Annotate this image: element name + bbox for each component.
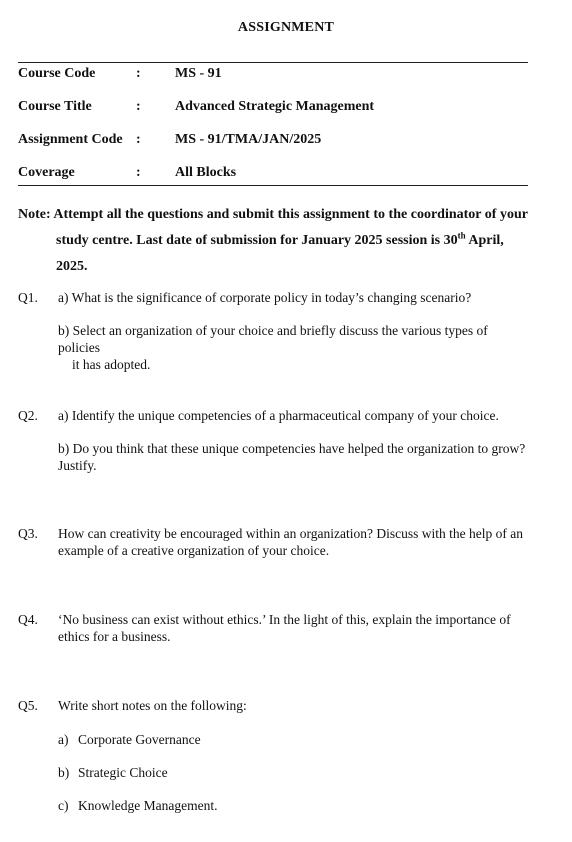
question-2-number: Q2. <box>18 408 38 423</box>
question-5-item-a-letter: a) <box>58 732 69 747</box>
assignment-code-colon: : <box>136 132 141 147</box>
note-line-2-date: April, 2025. <box>56 233 504 274</box>
question-1-number: Q1. <box>18 290 38 305</box>
note-ordinal-suffix: th <box>457 230 466 241</box>
submission-note <box>18 202 528 280</box>
question-5-item-a <box>58 731 201 748</box>
question-1-part-b-line-1: b) Select an organization of your choice and briefly discuss the various types of policies <box>58 323 488 355</box>
course-code-row <box>18 66 528 84</box>
assignment-code-label: Assignment Code <box>18 132 123 147</box>
page-title: ASSIGNMENT <box>237 20 335 35</box>
header-top-rule <box>18 62 528 63</box>
question-4-text <box>58 611 528 645</box>
question-5-item-b <box>58 764 168 781</box>
course-title-value: Advanced Strategic Management <box>175 99 375 114</box>
question-2-part-b-line-1: b) Do you think that these unique competencies have helped the organization to grow? <box>58 441 526 456</box>
header-bottom-rule <box>18 185 528 186</box>
question-5-item-c-letter: c) <box>58 798 69 813</box>
question-1-part-a: a) What is the significance of corporate policy in today’s changing scenario? <box>58 290 472 305</box>
question-3-number: Q3. <box>18 526 38 541</box>
question-5-item-b-letter: b) <box>58 765 70 780</box>
question-5-item-c-text: Knowledge Management. <box>78 798 218 813</box>
note-line-2 <box>18 228 528 280</box>
question-5-item-c <box>58 797 217 814</box>
course-code-label: Course Code <box>18 66 96 81</box>
question-2-part-a: a) Identify the unique competencies of a pharmaceutical company of your choice. <box>58 408 499 423</box>
course-code-value: MS - 91 <box>175 66 222 81</box>
question-4-line-1: ‘No business can exist without ethics.’ In the light of this, explain the importance of <box>58 612 511 627</box>
question-4-line-2: ethics for a business. <box>58 629 171 644</box>
question-3-text <box>58 525 528 559</box>
coverage-value: All Blocks <box>175 165 237 180</box>
question-5-number: Q5. <box>18 698 38 713</box>
note-line-2-text: study centre. Last date of submission for January 2025 session is 30 <box>56 233 458 248</box>
assignment-code-row <box>18 132 528 150</box>
coverage-label: Coverage <box>18 165 75 180</box>
course-title-row <box>18 99 528 117</box>
course-title-colon: : <box>136 99 141 114</box>
coverage-row <box>18 165 528 183</box>
question-2-part-b <box>58 440 528 474</box>
question-5-item-b-text: Strategic Choice <box>78 765 168 780</box>
course-title-label: Course Title <box>18 99 92 114</box>
question-4-number: Q4. <box>18 612 38 627</box>
assignment-code-value: MS - 91/TMA/JAN/2025 <box>175 132 322 147</box>
question-3-line-1: How can creativity be encouraged within an organization? Discuss with the help of an <box>58 526 523 541</box>
question-2-part-b-line-2: Justify. <box>58 458 97 473</box>
question-5-text: Write short notes on the following: <box>58 698 247 713</box>
question-5-item-a-text: Corporate Governance <box>78 732 201 747</box>
course-code-colon: : <box>136 66 141 81</box>
question-3-line-2: example of a creative organization of your choice. <box>58 543 330 558</box>
question-1-part-b-line-2: it has adopted. <box>72 357 151 372</box>
coverage-colon: : <box>136 165 141 180</box>
question-1-part-b <box>58 322 528 373</box>
note-line-1: Note: Attempt all the questions and submit this assignment to the coordinator of your <box>18 207 528 222</box>
